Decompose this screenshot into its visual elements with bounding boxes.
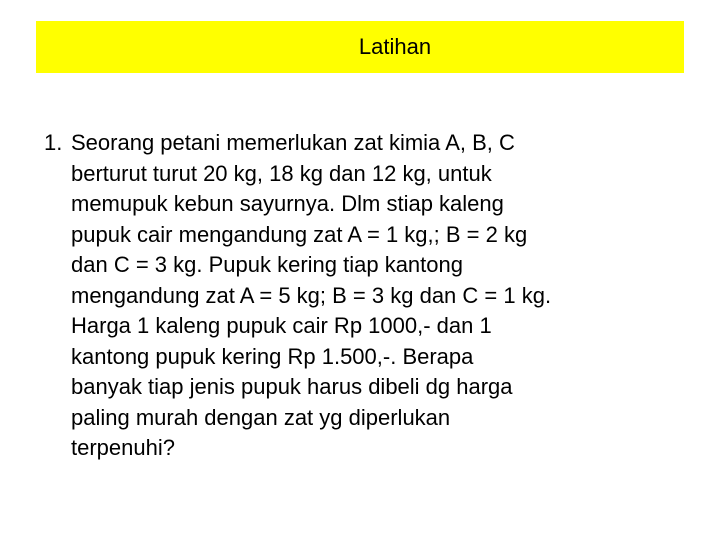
problem-text-line: berturut turut 20 kg, 18 kg dan 12 kg, untuk xyxy=(71,160,492,186)
problem-text-line: Seorang petani memerlukan zat kimia A, B, C xyxy=(71,130,515,155)
title-banner xyxy=(36,21,684,73)
problem-text-line: paling murah dengan zat yg diperlukan xyxy=(71,404,451,430)
problem-item-1 xyxy=(44,128,694,464)
problem-text-line: terpenuhi? xyxy=(71,435,175,460)
problem-text-line: mengandung zat A = 5 kg; B = 3 kg dan C = 1 kg. xyxy=(71,282,552,308)
problem-list xyxy=(44,128,694,464)
slide-title: Latihan xyxy=(358,34,432,59)
problem-text-line: kantong pupuk kering Rp 1.500,-. Berapa xyxy=(71,343,474,369)
problem-number: 1. xyxy=(44,130,63,155)
problem-text-line: banyak tiap jenis pupuk harus dibeli dg harga xyxy=(71,374,513,399)
problem-text-line: memupuk kebun sayurnya. Dlm stiap kaleng xyxy=(71,191,504,216)
problem-text-line: dan C = 3 kg. Pupuk kering tiap kantong xyxy=(71,252,463,277)
problem-text-line: Harga 1 kaleng pupuk cair Rp 1000,- dan 1 xyxy=(71,313,492,338)
problem-text-line: pupuk cair mengandung zat A = 1 kg,; B = 2 kg xyxy=(71,221,528,247)
